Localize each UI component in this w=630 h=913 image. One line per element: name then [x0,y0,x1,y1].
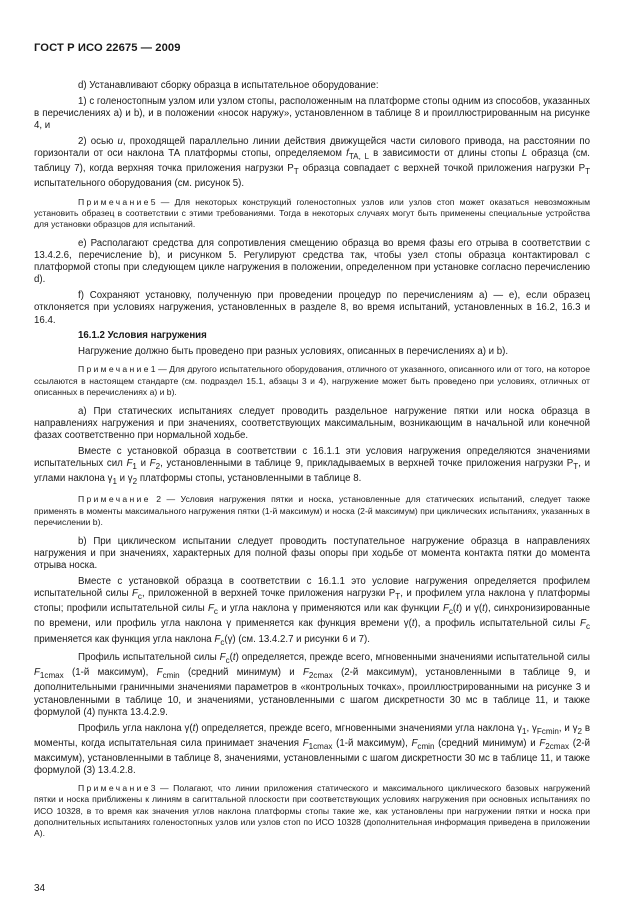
body-paragraph: Профиль испытательной силы $F_c(t)$ определяется, прежде всего, мгновенными значениями испытательной силы $F_{1cmax}$ (1-й максимум), $F_{cmin}$ (средний минимум) и $F_{2cmax}$ (2-й максимум), установленными в таблице 9, и дополнительными граничными значениями параметров в «контрольных точках», проиллюстрированными на рисунке 3 и установленными в таблице 10, и значениями, установленными с шагом дискретности 30 мс в таблице 11, и также формулой (4) пункта 13.4.2.9. [34,652,590,718]
note-paragraph: Примечание 2 — Условия нагружения пятки и носка, установленные для статических испытаний, следует также применять в моменты максимального нагружения пятки (1-й максимум) и носка (2-й максимум) при циклических испытаниях, указанных в перечислении b). [34,494,590,528]
body-paragraph: Вместе с установкой образца в соответствии с 16.1.1 это условие нагружения определяется профилем испытательной силы $F_c$, приложенной в верхней точке приложения нагрузки $P_T$, и профилем угла наклона γ платформы стопы; профили испытательной силы $F_c$ и угла наклона γ применяются или как функции $F_c(t)$ и γ(t), синхронизированные по времени, или профиль угла наклона γ применяется как функция времени γ(t), а профиль испытательной силы $F_c$ применяется как функция угла наклона $F_c(\gamma)$ (см. 13.4.2.7 и рисунки 6 и 7). [34,576,591,647]
body-paragraph: b) При циклическом испытании следует проводить поступательное нагружение образца в направлениях нагружения и при значениях, характерных для полной фазы опоры при ходьбе от момента контакта пятки до момента отрыва носка. [34,535,590,572]
body-paragraph: а) При статических испытаниях следует проводить раздельное нагружение пятки или носка образца в направлениях нагружения и при значениях, соответствующих максимальным, возникающим в начальной или конечной фазах соответственно при нормальной ходьбе. [34,405,590,442]
body-paragraph: d) Устанавливают сборку образца в испытательное оборудование: [78,80,379,91]
page-number: 34 [34,883,46,894]
page-header: ГОСТ Р ИСО 22675 — 2009 [34,42,181,54]
body-paragraph: 1) с голеностопным узлом или узлом стопы, расположенным на платформе стопы одним из способов, указанных в перечислениях а) и b), и в положении «носок наружу», установленном в таблице 8 и проиллюстрированным на рисунке 4, и [34,95,590,132]
note-paragraph: Примечание1 — Для другого испытательного оборудования, отличного от указанного, описанного или от того, на которое ссылаются в настоящем стандарте (см. подраздел 15.1, абзацы 3 и 4), нагружение может быть проведено при условиях, отличных от описанных в перечислениях а) и b). [34,364,590,398]
note-paragraph: Примечание5 — Для некоторых конструкций голеностопных узлов или узлов стоп может оказаться невозможным установить образец в соответствии с этими требованиями. Тогда в некоторых случаях могут быть применены специальные устройства для установки образцов для испытаний. [34,196,590,230]
note-paragraph: Примечание3 — Полагают, что линии приложения статического и максимального циклического базовых нагружений пятки и носка приближены к линиям в сагиттальной плоскости при соответствующих условиях нагружения при основных испытаниях по ИСО 10328, в то время как значения углов наклона платформы стопы такие же, как установлены при нагружении пятки и носка при дополнительных испытаниях голеностопных узлов или узлов стоп по ИСО 10328 (дополнительная информация приведена в приложении А). [34,783,590,839]
body-paragraph: 2) осью u, проходящей параллельно линии действия движущейся части силового привода, на расстоянии по горизонтали от оси наклона ТА платформы стопы, определяемом $f_{TA, L}$ в зависимости от длины стопы L образца (см. таблицу 7), когда верхняя точка приложения нагрузки $P_T$ образца совпадает с верхней точкой приложения нагрузки $P_T$ испытательного оборудования (см. рисунок 5). [34,136,591,190]
body-paragraph: Профиль угла наклона γ(t) определяется, прежде всего, мгновенными значениями угла наклона $\gamma_1$, $\gamma_{Fcmin}$, и $\gamma_2$ в моменты, когда испытательная сила принимает значения $F_{1cmax}$ (1-й максимум), $F_{cmin}$ (средний минимум) и $F_{2cmax}$ (2-й максимум), установленными в таблице 8, значениями, установленными с шагом дискретности 30 мс в таблице 11, и также формулой (3) 13.4.2.8. [34,722,591,776]
section-heading: 16.1.2 Условия нагружения [78,330,207,342]
body-paragraph: Нагружение должно быть проведено при разных условиях, описанных в перечислениях а) и b). [78,346,509,358]
body-paragraph: f) Сохраняют установку, полученную при проведении процедур по перечислениям а) — е), если образец отклоняется при условиях нагружения, установленных в разделе 8, во время испытаний, установленных в 16.2, 16.3 и 16.4. [34,290,590,326]
document-body [34,80,590,847]
body-paragraph: Вместе с установкой образца в соответствии с 16.1.1 эти условия нагружения определяются значениями испытательных сил $F_1$ и $F_2$, установленными в таблице 9, прикладываемых в верхней точке приложения нагрузки $P_T$, и углами наклона $\gamma_1$ и $\gamma_2$ платформы стопы, установленными в таблице 8. [34,446,590,487]
body-paragraph: е) Располагают средства для сопротивления смещению образца во время фазы его отрыва в соответствии с 13.4.2.6, перечисление b), и рисунком 5. Регулируют средства так, чтобы узел стопы образца контактировал с платформой стопы при следующем цикле нагружения в положении, определенном при установке согласно перечислению d). [34,237,590,286]
